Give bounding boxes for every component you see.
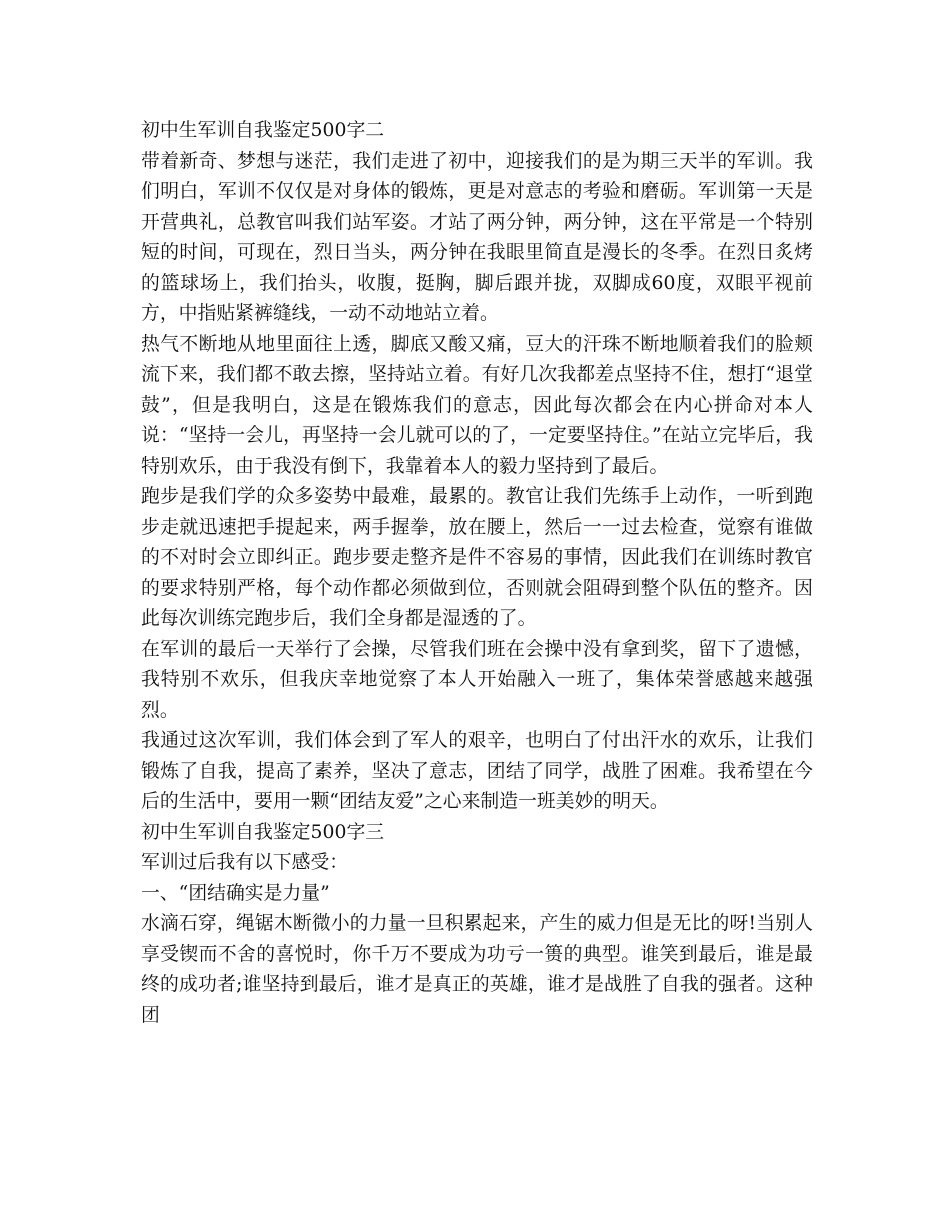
paragraph-unity: 水滴石穿，绳锯木断微小的力量一旦积累起来，产生的威力但是无比的呀!当别人享受锲而不舍的喜悦时，你千万不要成为功亏一篑的典型。谁笑到最后，谁是最终的成功者;谁坚持到最后，谁才是真正的英雄，谁才是战胜了自我的强者。这种团 (141, 913, 813, 1026)
paragraph-standing: 热气不断地从地里面往上透，脚底又酸又痛，豆大的汗珠不断地顺着我们的脸颊流下来，我们都不敢去擦，坚持站立着。有好几次我都差点坚持不住，想打“退堂鼓”，但是我明白，这是在锻炼我们的意志，因此每次都会在内心拼命对本人说：“坚持一会儿，再坚持一会儿就可以的了，一定要坚持住。”在站立完毕后，我特别欢乐，由于我没有倒下，我靠着本人的毅力坚持到了最后。 (141, 333, 813, 477)
paragraph-intro: 带着新奇、梦想与迷茫，我们走进了初中，迎接我们的是为期三天半的军训。我们明白，军训不仅仅是对身体的锻炼，更是对意志的考验和磨砺。军训第一天是开营典礼，总教官叫我们站军姿。才站了两分钟，两分钟，这在平常是一个特别短的时间，可现在，烈日当头，两分钟在我眼里简直是漫长的冬季。在烈日炙烤的篮球场上，我们抬头，收腹，挺胸，脚后跟并拢，双脚成60度，双眼平视前方，中指贴紧裤缝线，一动不动地站立着。 (141, 150, 813, 324)
paragraph-conclusion: 我通过这次军训，我们体会到了军人的艰辛，也明白了付出汗水的欢乐，让我们锻炼了自我，提高了素养，坚决了意志，团结了同学，战胜了困难。我希望在今后的生活中，要用一颗“团结友爱”之心来制造一班美妙的明天。 (141, 730, 813, 812)
paragraph-drill: 在军训的最后一天举行了会操，尽管我们班在会操中没有拿到奖，留下了遗憾，我特别不欢乐，但我庆幸地觉察了本人开始融入一班了，集体荣誉感越来越强烈。 (141, 638, 813, 721)
section-heading-2: 初中生军训自我鉴定500字二 (141, 120, 385, 141)
paragraph-feelings-intro: 军训过后我有以下感受： (141, 852, 349, 873)
paragraph-running: 跑步是我们学的众多姿势中最难，最累的。教官让我们先练手上动作，一听到跑步走就迅速把手提起来，两手握拳，放在腰上，然后一一过去检查，觉察有谁做的不对时会立即纠正。跑步要走整齐是件不容易的事情，因此我们在训练时教官的要求特别严格，每个动作都必须做到位，否则就会阻碍到整个队伍的整齐。因此每次训练完跑步后，我们全身都是湿透的了。 (141, 486, 813, 629)
list-heading-unity: 一、“团结确实是力量” (141, 882, 330, 904)
section-heading-3: 初中生军训自我鉴定500字三 (141, 821, 385, 843)
document-body (141, 116, 813, 1031)
